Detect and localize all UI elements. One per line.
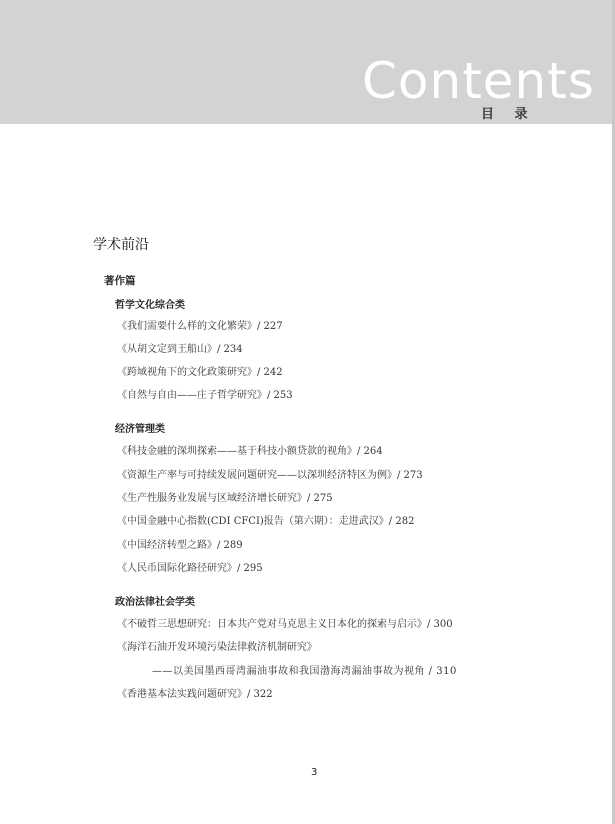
toc-entry-subtitle[interactable]: ——以美国墨西哥湾漏油事故和我国渤海湾漏油事故为视角 / 310	[152, 666, 457, 677]
category-title: 政治法律社会学类	[115, 597, 195, 608]
part-title: 著作篇	[104, 275, 136, 287]
toc-entry[interactable]: 《跨域视角下的文化政策研究》/ 242	[117, 367, 283, 378]
toc-entry[interactable]: 《生产性服务业发展与区域经济增长研究》/ 275	[117, 493, 333, 504]
toc-entry[interactable]: 《不破哲三思想研究：日本共产党对马克思主义日本化的探索与启示》/ 300	[117, 619, 453, 630]
contents-subtitle: 目 录	[481, 107, 536, 122]
toc-entry[interactable]: 《中国金融中心指数(CDI CFCI)报告（第六期）：走进武汉》/ 282	[117, 516, 415, 527]
page-number: 3	[311, 767, 318, 778]
category-title: 经济管理类	[115, 424, 165, 435]
contents-title: Contents	[362, 52, 595, 110]
toc-entry[interactable]: 《中国经济转型之路》/ 289	[117, 540, 243, 551]
category-title: 哲学文化综合类	[115, 300, 185, 311]
toc-entry[interactable]: 《香港基本法实践问题研究》/ 322	[117, 689, 273, 700]
toc-entry[interactable]: 《科技金融的深圳探索——基于科技小额贷款的视角》/ 264	[117, 446, 383, 457]
section-title: 学术前沿	[93, 237, 149, 253]
toc-entry[interactable]: 《海洋石油开发环境污染法律救济机制研究》	[117, 642, 317, 653]
toc-entry[interactable]: 《我们需要什么样的文化繁荣》/ 227	[117, 321, 283, 332]
toc-entry[interactable]: 《从胡文定到王船山》/ 234	[117, 344, 243, 355]
toc-entry[interactable]: 《资源生产率与可持续发展问题研究——以深圳经济特区为例》/ 273	[117, 470, 423, 481]
toc-entry[interactable]: 《人民币国际化路径研究》/ 295	[117, 563, 263, 574]
toc-entry[interactable]: 《自然与自由——庄子哲学研究》/ 253	[117, 390, 293, 401]
